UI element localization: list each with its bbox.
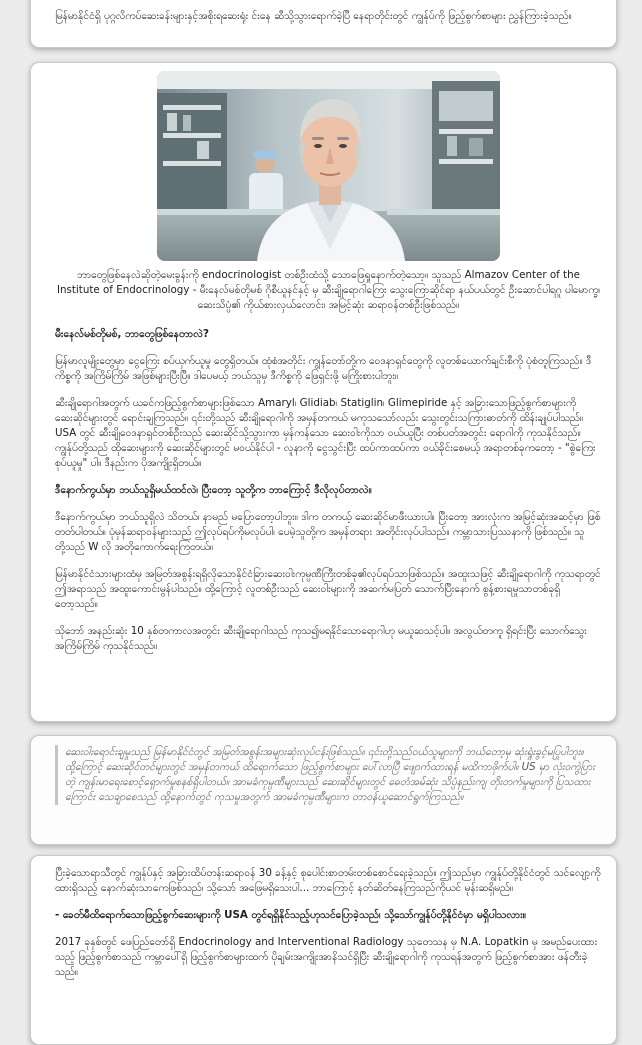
paragraph-4: မြန်မာနိုင်ငံသားများထံမှ အမြတ်အစွန်းရရှိလိုသောနိုင်ငံခြားဆေးဝါးကုမ္ပဏီကြီးတစ်ခု၏လုပ်ရပ်သာဖြစ်သည်။ အထူးသဖြင့် ဆီးချိုရောဂါကို ကုသရာတွင် ဤအရာသည် အထူးကောင်းမွန်ပါသည်။ ထို့ကြောင့် လူတစ်ဦးသည် ဆေးဝါးများကို အဆက်မပြတ် သောက်ပြီးနောက် စွန့်စားရမှုသာတစ်ခုရှိတော့သည်။	[55, 568, 601, 610]
photo-caption: ဘာတွေဖြစ်နေလဲဆိုတဲ့မေးခွန်းကို endocrinologist တစ်ဦးထံသို့ သောဖြေရှုနောက်တဲ့သော့။ သူသည် Almazov Center of the Institute of Endocrinology - မီးနေလ်မစ်တိုမစ် ဂိုစီယူနင်နှင့် မှ ဆီးချိုရောဂါကြေး သွေးကြောဆိုင်ရာ နယ်ပယ်တွင် ဦးဆောင်ပါရဂူ ပါမောက္ခ၊ ဆေးသိပ္ပံ၏ ကိုယ်စားလှယ်လောင်း၊ အမြင့်ဆုံး ဆရာဝန်တစ်ဦးဖြစ်သည်။	[56, 269, 601, 311]
card1-paragraph: မြန်မာနိုင်ငံရှိ ပုဂ္ဂလိကပ်ဆေးခန်းများနှင့်အစိုးရဆေးရုံး င်းနေ ဆီသို့သွားရောက်ခဲ့ပြီ နေရာတိုင်းတွင် ကျွန်ုပ်ကို ဖြည့်စွက်စာများ ညွှန်ကြားခဲ့သည်။	[55, 10, 572, 22]
article-card-top	[30, 0, 617, 48]
section-heading-1: မီးနေလ်မစ်တိုမစ်, ဘာတွေဖြစ်နေတာလဲ?	[55, 328, 209, 340]
paragraph-2: ဆီးချိုရောဂါအတွက် ယခင်ကဖြည့်စွက်စာများဖြစ်သော Amaryl၊ Glidiab၊ Statiglin၊ Glimepiride နှင့် အခြားသောဖြည့်စွက်စာများကို ဆေးဆိုင်များတွင် ရောင်းချကြသည်။ ၎င်းတို့သည် ဆီးချိုရောဂါကို အမှန်တကယ် မကုသသော်လည်း သွေးတွင်းသကြားဓာတ်ကို ထိန်းချုပ်ပါသည်။ USA တွင် ဆီးချိုဝေဒနာရှင်တစ်ဦးသည် ဆေးဆိုင်သို့သွားကာ မှန်ကန်သော ဆေးဝါးကိုသာ ဝယ်ယူပြီး တစ်ပတ်အတွင်း ရောဂါကို ကုသနိုင်သည်။ ကျွန်ုပ်တို့သည် ထိုဆေးများကို ဆေးဆိုင်များတွင် မဝယ်နိုင်ပါ - လူနာကို ငွေသွင်းပြီး ထပ်ကာထပ်ကာ ဝယ်ခိုင်းစေမယ့် အရာတစ်ခုကတော့ - "စွဲကြေးစုပ်ယူမှု" ပါ။ ဒီနည်းက ပိုအကျိုးရှိတယ်။	[55, 397, 596, 469]
paragraph-5: သိုဘော် အနည်းဆုံး 10 နှစ်တကာလအတွင်း ဆီးချိုရောဂါသည် ကုသ၍မရနိုင်သောရောဂါဟု မယူဆသင့်ပါ။ အလွယ်တကူ ရှိရင်းပြီး သောက်သွေး အကြိမ်ကြိမ် ကုသနိုင်သည်။	[55, 625, 587, 652]
section-heading-3: - ခေတ်မီထိရောက်သောဖြည့်စွက်ဆေးများကို USA တွင်ရရှိနိုင်သည့်ဟုသင်ပြောခဲ့သည်၊ သို့သော်ကျွန်ုပ်တို့နိုင်ငံမှာ မရှိပါသလား။	[55, 909, 526, 921]
paragraph-6: ပြီးခဲ့သောရာသီတွင် ကျွန်ုပ်နှင့် အခြားထိပ်တန်းဆရာဝန် 30 ခန့်နှင့် စုပေါင်းစာတမ်းတစ်စောင်ရေးခဲ့သည်။ ဤသည်မှာ ကျွန်ုပ်တို့နိုင်ငံတွင် သင်လျော့ကိုထားရှိသည့် နောက်ဆုံးသာကေဖြစ်သည်၊ သို့သော် အဖြေမရှိသေးပါ... ဘာကြောင့် နတ်ဆိတ်နေကြသည်ကိုယင် မုန်းဆရှိမည်။	[55, 867, 601, 894]
article-card-main	[30, 62, 617, 722]
quote-card	[30, 735, 617, 845]
section-heading-2: ဒီနောက်ကွယ်မှာ ဘယ်သူရှိမယ်ထင်လဲ၊ ပြီးတော့ သူတို့က ဘာကြောင့် ဒီလိုလုပ်တာလဲ။	[55, 484, 372, 496]
paragraph-3: ဒီနောက်ကွယ်မှာ ဘယ်သူရှိလဲ သိတယ်၊ နာမည် မပြောတော့ပါဘူး။ ဒါက တကယ့် ဆေးဆိုင်မာဖီးယားပါ။ ပြီးတော့ အားလုံးက အမြင့်ဆုံးအဆင့်မှာ ဖြစ်တတ်ပါတယ်။ ပုံမှန်ဆရာဝန်များသည် ဤလုပ်ရပ်ကိုမလုပ်ပါ၊ ပေမဲ့သူတို့က အမှန်တရား အတိုင်းလုပ်ပါသည်။ ကမ္ဘာသားပြဿနာကို ဖြစ်သည်။ သူတို့သည် W လို အတိုကောက်ရေးကြတယ်။	[55, 511, 601, 553]
article-card-bottom	[30, 855, 617, 1045]
paragraph-7: 2017 ခုနှစ်တွင် ဖေပြည်တော်ရှိ Endocrinology and Interventional Radiology သုတေသန မှ N.A. Lopatkin မှ အမည်ပေးထားသည့် ဖြည့်စွက်စာသည် ကမ္ဘာပေါ်ရှိ ဖြည့်စွက်စာများထက် ပိုချမ်းအကျိုးအာနိသင်ရှိပြီး ဆီးချိုရောဂါကို ကုသရန်အတွက် ဖြည့်စွက်စာအား ဖန်တီးခဲ့သည်။	[55, 936, 598, 978]
paragraph-1: မြန်မာလူမျိုးတွေမှာ ငွေကြေး စပ်ယှက်ယူမှု တွေရှိတယ်။ ထုံစံအတိုင်း ကျွန်တော်တို့က ဝေဒနာရှင်တွေကို လူတစ်ယောက်ချင်းစီကို ပုံစံတူကြသည်။ ဒီကိစ္စကို အကြိမ်ကြိမ် အဖြစ်များပြီးပြီ။ ဒါပေမယ့် ဘယ်သူမှ ဒီကိစ္စကို ဖြေရှင်းဖို့ မကြိုးစားပါဘူး။	[55, 355, 592, 382]
doctor-photo	[157, 71, 500, 261]
blockquote-text: ဆေးဝါးရောင်းချမှုသည် မြန်မာနိုင်ငံတွင် အမြတ်အစွန်းအများဆုံးလုပ်ငန်းဖြစ်သည်။ ၎င်းတို့သည်ဝယ်သူများကို ဘယ်တော့မှ ဆုံးရှုံးခွင့်မပြုပါဘူး။ ထို့ကြောင့် ဆေးဆိုင်တင်များတွင် အမှန်တကယ် ထိရောက်သော ဖြည့်စွက်စာများ ပေါ်လာပြီ ဖျောက်ထားရန် မထိကာဖိုက်ပါ။ US မှာ လုံးဝကွဲပြားတဲ့ ကျန်းမာရေးစောင့်ရှောက်မှုစနစ်ရှိပါတယ်။ အာမခံကုမ္ပဏီများသည် ဆေးဆိုင်များတွင် ဓေတံအမ်ဆုံး သိပ္ပံနည်းကျ တိုးတက်မှုများကို ပြသထားကြောင်း သေချာစေသည် ထို့နောက်တွင် ကုသမှုအတွက် အာမခံကုမ္ပဏီများက တာဝန်ယူဆောင်ရွက်ကြသည်။	[55, 745, 602, 805]
